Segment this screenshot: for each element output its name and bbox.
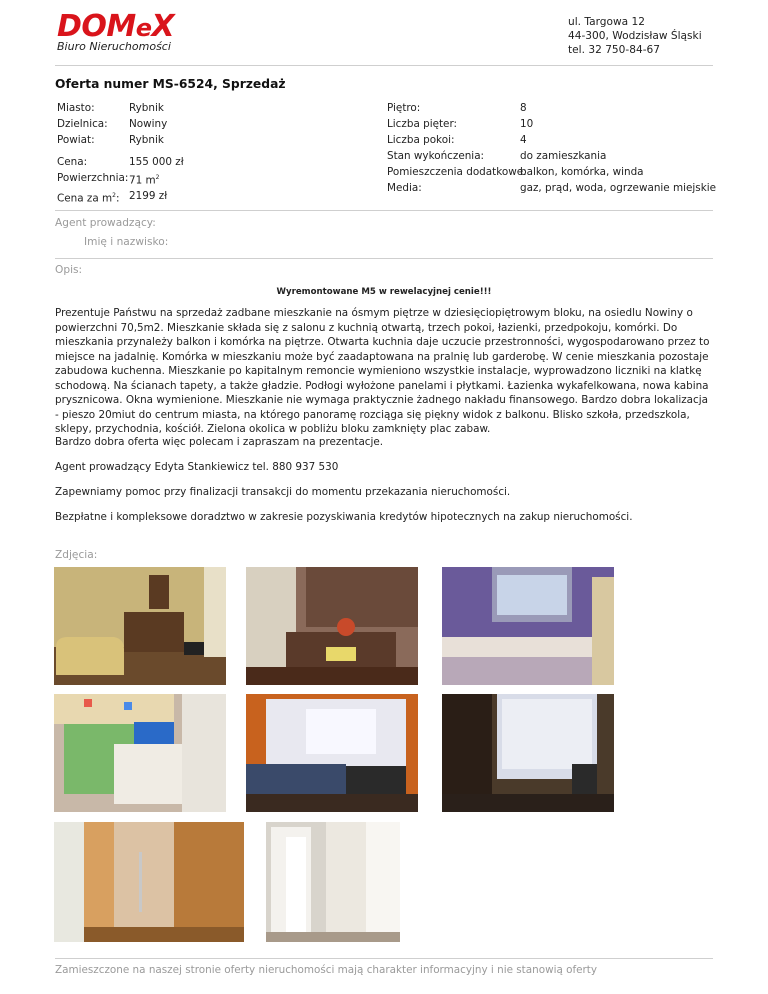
offer-location-details <box>57 100 357 148</box>
photo-room-window-orange[interactable] <box>246 694 418 812</box>
divider <box>55 958 713 959</box>
detail-label-county: Powiat: <box>57 134 95 146</box>
offer-building-details <box>387 100 716 196</box>
detail-label-extra-rooms: Pomieszczenia dodatkowe: <box>387 166 527 178</box>
photo-living-room[interactable] <box>54 567 226 685</box>
detail-label-rooms: Liczba pokoi: <box>387 134 455 146</box>
detail-value-extra-rooms: balkon, komórka, winda <box>520 166 644 178</box>
company-address <box>568 15 702 57</box>
detail-value-price: 155 000 zł <box>129 156 184 168</box>
photo-bathroom-shower[interactable] <box>54 822 244 942</box>
agent-section-label: Agent prowadzący: <box>55 217 156 229</box>
detail-value-district: Nowiny <box>129 118 168 130</box>
detail-label-finish: Stan wykończenia: <box>387 150 485 162</box>
address-city: 44-300, Wodzisław Śląski <box>568 30 702 42</box>
offer-price-details <box>57 154 357 206</box>
photo-room-wardrobe[interactable] <box>442 694 614 812</box>
photos-section-label: Zdjęcia: <box>55 549 98 561</box>
detail-label-utilities: Media: <box>387 182 422 194</box>
photo-bedroom-purple[interactable] <box>442 567 614 685</box>
agent-name-label: Imię i nazwisko: <box>84 236 169 248</box>
divider <box>55 65 713 66</box>
detail-value-floors-count: 10 <box>520 118 534 130</box>
company-logo: DOMeX <box>57 9 175 44</box>
address-phone: tel. 32 750-84-67 <box>568 44 661 56</box>
detail-value-county: Rybnik <box>129 134 164 146</box>
photo-kids-room[interactable] <box>54 694 226 812</box>
detail-label-price: Cena: <box>57 156 88 168</box>
divider <box>55 258 713 259</box>
detail-value-floor: 8 <box>520 102 527 114</box>
description-paragraph: Agent prowadzący Edyta Stankiewicz tel. 880 937 530 <box>55 461 339 473</box>
description-headline: Wyremontowane M5 w rewelacyjnej cenie!!! <box>276 287 492 297</box>
detail-label-district: Dzielnica: <box>57 118 108 130</box>
offer-title: Oferta numer MS-6524, Sprzedaż <box>55 77 286 91</box>
detail-label-city: Miasto: <box>57 102 95 114</box>
detail-value-rooms: 4 <box>520 134 527 146</box>
description-section-label: Opis: <box>55 264 83 276</box>
description-paragraph: Prezentuje Państwu na sprzedaż zadbane mieszkanie na ósmym piętrze w dziesięciopiętrowym bloku, na osiedlu Nowiny o powierzchni 70,5m2. Mieszkanie składa się z salonu z kuchnią otwartą, trzech pokoi, łazienki, przedpokoju, komórki. Do mieszkania przynależy balkon i komórka na piętrze. Otwarta kuchnia daje uczucie przestronności, wygospodarowano przez to miejsce na jadalnię. Komórka w mieszkaniu może być zaadaptowana na pralnię lub garderobę. W cenie mieszkania pozostaje zabudowa kuchenna. Mieszkanie po kapitalnym remoncie wymieniono wszystkie instalacje, wyprowadzono liczniki na klatkę schodową. Na ścianach tapety, a także gładzie. Podłogi wyłożone panelami i płytkami. Łazienka wykafelkowana, nowa kabina prysznicowa. Okna wymienione. Mieszkanie nie wymaga praktycznie żadnego nakładu finansowego. Bardzo dobra lokalizacja - pieszo 20miut do centrum miasta, na którego panoramę rozciąga się piękny widok z balkonu. Blisko szkoła, przedszkola, sklepy, przychodnia, kościół. Zielona okolica w pobliżu bloku zamknięty plac zabaw. <box>55 307 710 435</box>
detail-value-area: 71 $m^2$ <box>129 174 160 187</box>
detail-value-price-per-m2: 2199 zł <box>129 190 168 202</box>
photo-hallway-doors[interactable] <box>266 822 400 942</box>
detail-value-utilities: gaz, prąd, woda, ogrzewanie miejskie <box>520 182 716 194</box>
divider <box>55 210 713 211</box>
footer-disclaimer: Zamieszczone na naszej stronie oferty nieruchomości mają charakter informacyjny i nie stanowią oferty <box>55 964 598 976</box>
description-paragraph: Bardzo dobra oferta więc polecam i zapraszam na prezentacje. <box>55 436 384 448</box>
description-paragraph: Bezpłatne i kompleksowe doradztwo w zakresie pozyskiwania kredytów hipotecznych na zakup nieruchomości. <box>55 511 633 523</box>
company-tagline: Biuro Nieruchomości <box>57 40 171 53</box>
detail-value-city: Rybnik <box>129 102 164 114</box>
description-paragraph: Zapewniamy pomoc przy finalizacji transakcji do momentu przekazania nieruchomości. <box>55 486 511 498</box>
detail-label-price-per-m2: Cena za $m^2$: <box>57 192 120 205</box>
detail-label-area: Powierzchnia: <box>57 172 129 184</box>
address-street: ul. Targowa 12 <box>568 16 645 28</box>
detail-value-finish: do zamieszkania <box>520 150 607 162</box>
detail-label-floor: Piętro: <box>387 102 421 114</box>
detail-label-floors-count: Liczba pięter: <box>387 118 458 130</box>
photo-dining-table[interactable] <box>246 567 418 685</box>
